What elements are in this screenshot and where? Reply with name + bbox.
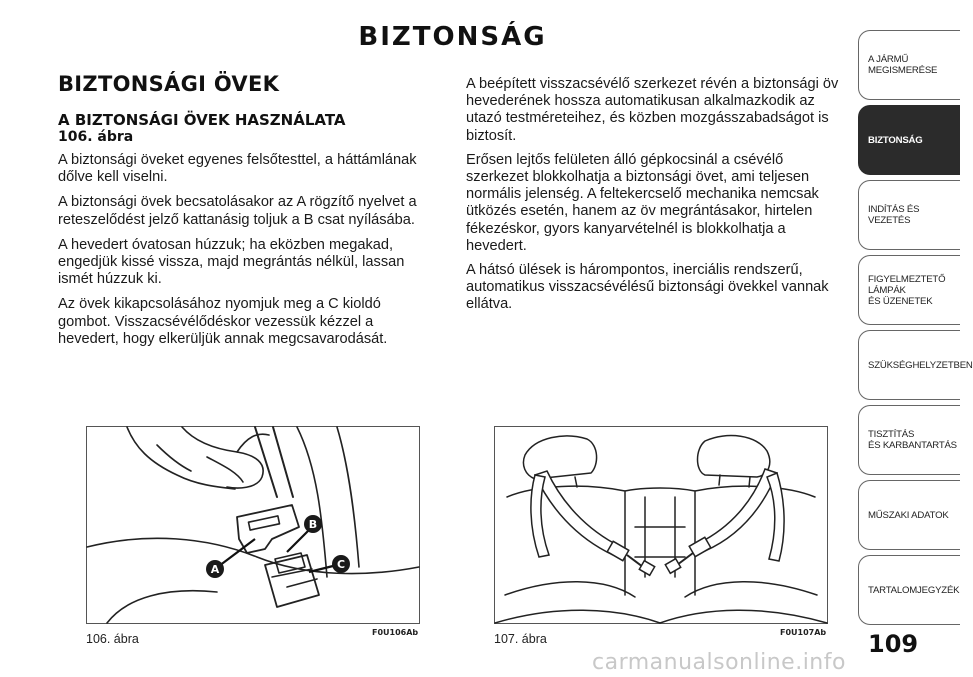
paragraph: Az övek kikapcsolásához nyomjuk meg a C kioldó gombot. Visszacsévélődéskor vezessük kézzel a hevedert, hogy elkerüljük annak megcsavarodását. <box>58 296 388 347</box>
tab-tisztitas-es-karbantartas[interactable]: TISZTÍTÁS ÉS KARBANTARTÁS <box>858 405 960 475</box>
buckle-illustration <box>87 427 419 623</box>
label-c: C <box>336 558 346 571</box>
watermark: carmanualsonline.info <box>592 650 846 675</box>
tab-a-jarmu-megismerese[interactable]: A JÁRMŰ MEGISMERÉSE <box>858 30 960 100</box>
tab-figyelmezteto-lampak[interactable]: FIGYELMEZTETŐ LÁMPÁK ÉS ÜZENETEK <box>858 255 960 325</box>
tab-inditas-es-vezetes[interactable]: INDÍTÁS ÉS VEZETÉS <box>858 180 960 250</box>
tab-muszaki-adatok[interactable]: MŰSZAKI ADATOK <box>858 480 960 550</box>
paragraph: A hátsó ülések is hárompontos, inerciális rendszerű, automatikus visszacsévélésű biztonsági övekkel vannak ellátva. <box>466 262 829 313</box>
paragraph: A hevedert óvatosan húzzuk; ha eközben megakad, engedjük kissé vissza, majd megrántás nélkül, lassan ismét húzzuk ki. <box>58 236 405 288</box>
figure-caption: 106. ábra <box>86 632 139 646</box>
section-heading: BIZTONSÁGI ÖVEK <box>58 72 280 96</box>
paragraph: A biztonsági öveket egyenes felsőtesttel, a háttámlának dőlve kell viselni. <box>58 152 417 186</box>
right-column <box>466 76 846 321</box>
subsection-figure-ref: 106. ábra <box>58 129 134 145</box>
left-column <box>58 72 436 356</box>
tab-szukseghelyzetben[interactable]: SZÜKSÉGHELYZETBEN <box>858 330 960 400</box>
figure-106-belt-buckle <box>86 426 420 624</box>
figure-code: F0U107Ab <box>780 628 827 637</box>
tab-tartalomjegyzek[interactable]: TARTALOMJEGYZÉK <box>858 555 960 625</box>
subsection-heading <box>58 112 436 146</box>
label-a: A <box>210 563 220 576</box>
figure-107-rear-seats <box>494 426 828 624</box>
tab-biztonsag[interactable]: BIZTONSÁG <box>858 105 960 175</box>
rear-seat-illustration <box>495 427 827 623</box>
label-b: B <box>308 518 318 531</box>
paragraph: Erősen lejtős felületen álló gépkocsinál a csévélő szerkezet blokkolhatja a biztonsági övet, ami teljesen normális jelenség. A feltekercselő mechanika nemcsak ütközés esetén, hanem az öv megrántásakor, hirtelen fékezéskor, gyors kanyarvételnél is blokkolhatja a hevedert. <box>466 151 819 254</box>
page-number: 109 <box>868 630 919 658</box>
paragraph: A biztonsági övek becsatolásakor az A rögzítő nyelvet a reteszelődést jelző kattanásig toljuk a B csat nyílásába. <box>58 194 417 228</box>
page-title: BIZTONSÁG <box>358 22 547 52</box>
figure-code: F0U106Ab <box>372 628 419 637</box>
subsection-title: A BIZTONSÁGI ÖVEK HASZNÁLATA <box>58 111 346 129</box>
figure-caption: 107. ábra <box>494 632 547 646</box>
paragraph: A beépített visszacsévélő szerkezet révén a biztonsági öv hevederének hossza automatikusan alkalmazkodik az utazó testméreteihez, és közben mozgásszabadságot is biztosít. <box>466 76 839 144</box>
